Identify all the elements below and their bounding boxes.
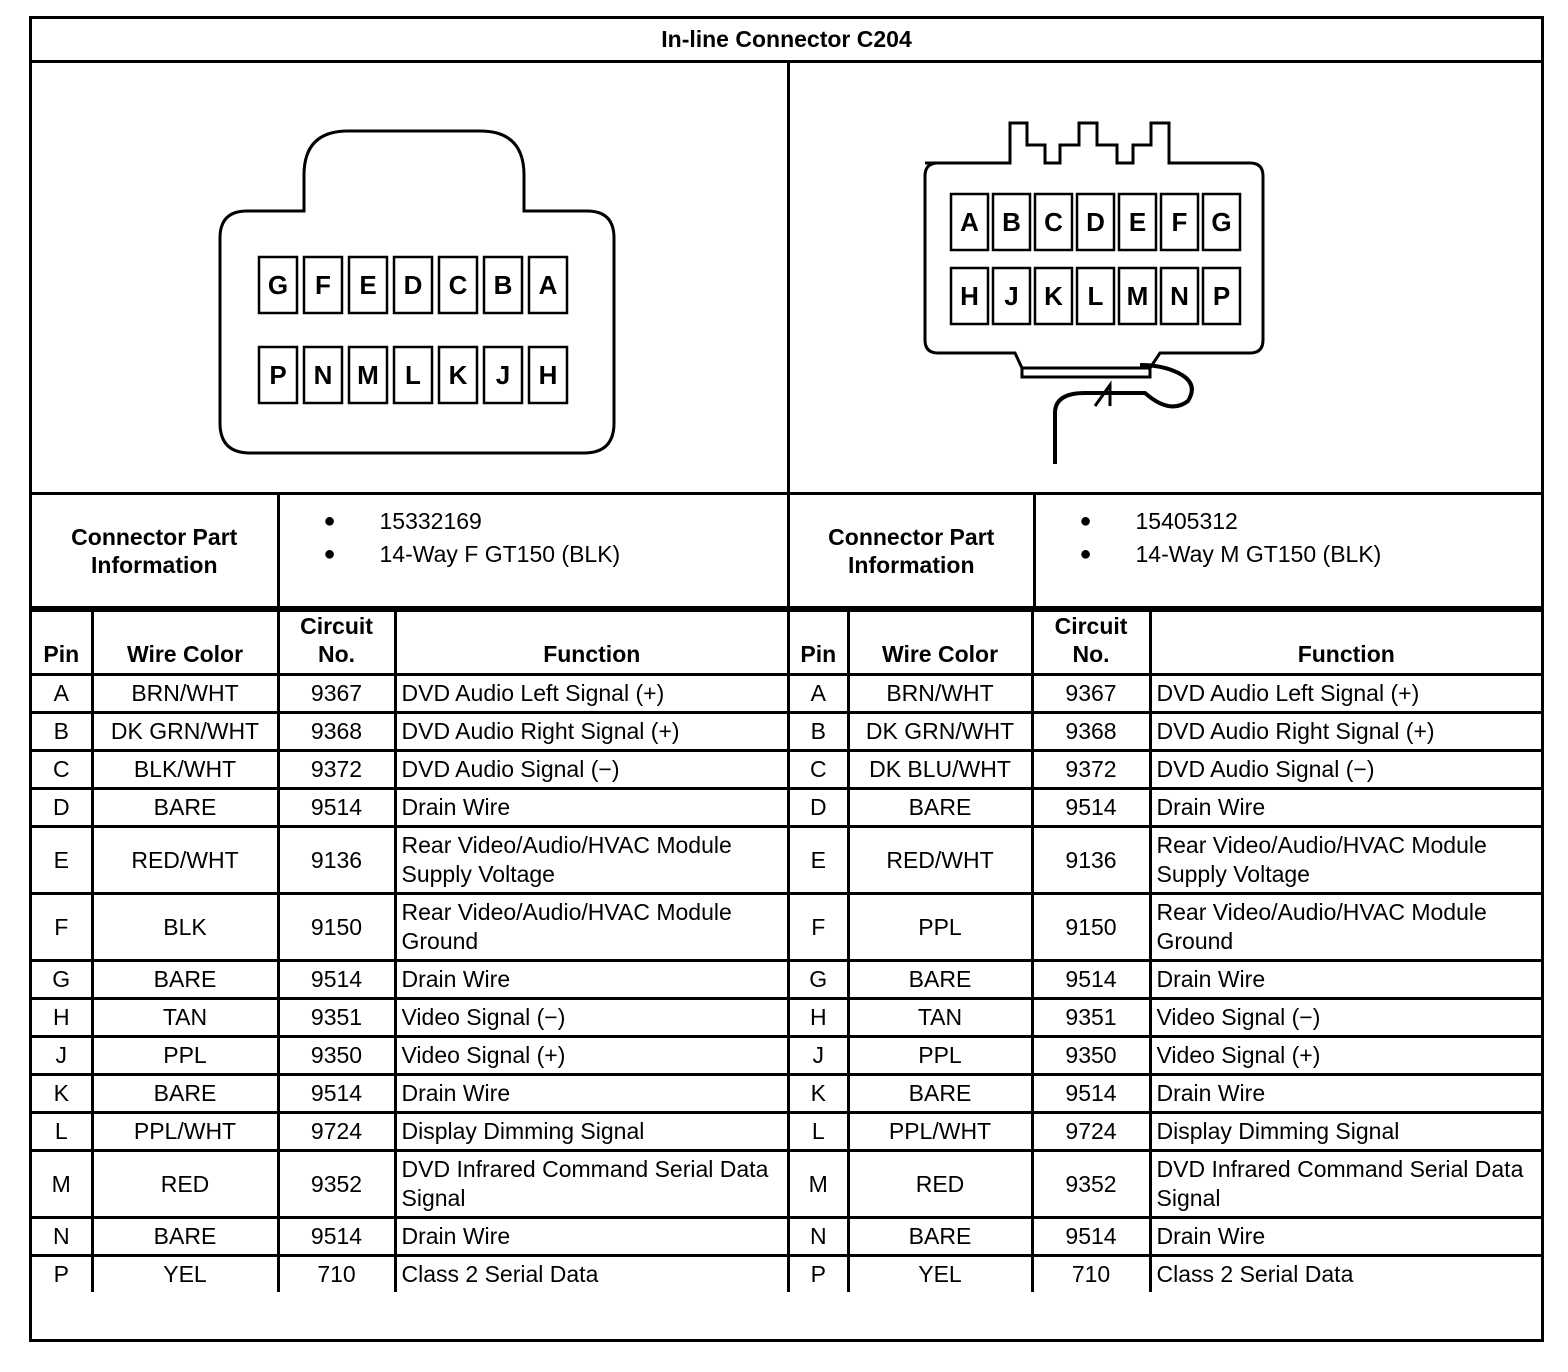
- pin-label: A: [960, 207, 979, 237]
- wire-lead: [1055, 365, 1192, 464]
- part-list: [1034, 494, 1541, 608]
- wire-color-cell: PPL: [848, 894, 1032, 961]
- wire-color-cell: BLK/WHT: [92, 751, 278, 789]
- wire-color-cell: PPL/WHT: [848, 1113, 1032, 1151]
- wire-color-cell: TAN: [848, 999, 1032, 1037]
- right-connector-diagram: [790, 63, 1541, 492]
- table-row: [790, 751, 1541, 789]
- pin-cell: J: [790, 1037, 848, 1075]
- pin-cell: D: [790, 789, 848, 827]
- circuit-cell: 710: [1032, 1256, 1150, 1293]
- pin-cell: A: [790, 675, 848, 713]
- circuit-cell: 9514: [278, 789, 395, 827]
- function-cell: Rear Video/Audio/HVAC Module Ground: [395, 894, 789, 961]
- pin-label: D: [403, 270, 423, 300]
- part-info-label: [32, 494, 278, 608]
- part-description: 14-Way F GT150 (BLK): [379, 541, 621, 567]
- table-row: [790, 1075, 1541, 1113]
- pin-cell: L: [32, 1113, 92, 1151]
- bullet-icon: ●: [1079, 510, 1092, 532]
- circuit-cell: 9136: [1032, 827, 1150, 894]
- wire-color-cell: BARE: [848, 961, 1032, 999]
- pin-cell: N: [790, 1218, 848, 1256]
- label-line: Information: [91, 551, 218, 578]
- circuit-cell: 9150: [278, 894, 395, 961]
- pin-label: D: [1086, 207, 1105, 237]
- circuit-cell: 9368: [1032, 713, 1150, 751]
- circuit-cell: 9514: [1032, 1218, 1150, 1256]
- header-pin: Pin: [32, 611, 92, 675]
- pin-label: M: [1126, 281, 1149, 311]
- latch-detail: [1095, 385, 1110, 406]
- wire-color-cell: BRN/WHT: [848, 675, 1032, 713]
- table-row: [790, 961, 1541, 999]
- circuit-cell: 9514: [1032, 961, 1150, 999]
- table-row: [790, 789, 1541, 827]
- part-list: [278, 494, 789, 608]
- pin-label: K: [448, 360, 468, 390]
- circuit-cell: 9150: [1032, 894, 1150, 961]
- pin-label: G: [1211, 207, 1232, 237]
- header-circuit: Circuit No.: [278, 611, 395, 675]
- part-item: [280, 538, 788, 571]
- table-row: [790, 1151, 1541, 1218]
- circuit-cell: 9350: [1032, 1037, 1150, 1075]
- table-row: [32, 827, 789, 894]
- function-cell: Drain Wire: [1150, 1218, 1541, 1256]
- pin-cell: C: [790, 751, 848, 789]
- circuit-cell: 9352: [1032, 1151, 1150, 1218]
- wire-color-cell: BARE: [848, 1075, 1032, 1113]
- function-cell: Rear Video/Audio/HVAC Module Supply Voltage: [1150, 827, 1541, 894]
- circuit-cell: 9351: [278, 999, 395, 1037]
- wire-color-cell: BARE: [92, 1075, 278, 1113]
- function-cell: DVD Audio Signal (−): [395, 751, 789, 789]
- wire-color-cell: BARE: [92, 961, 278, 999]
- pin-label: H: [538, 360, 558, 390]
- pin-cell: P: [790, 1256, 848, 1293]
- function-cell: Drain Wire: [1150, 961, 1541, 999]
- pin-cell: D: [32, 789, 92, 827]
- pin-label: J: [495, 360, 511, 390]
- table-row: [32, 1151, 789, 1218]
- function-cell: DVD Audio Right Signal (+): [1150, 713, 1541, 751]
- circuit-cell: 9514: [278, 961, 395, 999]
- label-line: Connector Part: [828, 523, 995, 550]
- header-function: Function: [395, 611, 789, 675]
- function-cell: DVD Audio Left Signal (+): [395, 675, 789, 713]
- function-cell: DVD Infrared Command Serial Data Signal: [1150, 1151, 1541, 1218]
- function-cell: DVD Audio Left Signal (+): [1150, 675, 1541, 713]
- bullet-icon: ●: [323, 510, 336, 532]
- table-row: [32, 894, 789, 961]
- circuit-cell: 9724: [278, 1113, 395, 1151]
- female-connector-face: [32, 63, 787, 492]
- table-row: [790, 675, 1541, 713]
- pin-label: P: [269, 360, 287, 390]
- function-cell: Drain Wire: [395, 1218, 789, 1256]
- circuit-cell: 9372: [278, 751, 395, 789]
- circuit-cell: 9352: [278, 1151, 395, 1218]
- pin-label: F: [315, 270, 331, 300]
- wire-color-cell: BLK: [92, 894, 278, 961]
- table-row: [790, 1113, 1541, 1151]
- pin-cell: H: [790, 999, 848, 1037]
- part-item: [280, 505, 788, 538]
- wire-color-cell: YEL: [92, 1256, 278, 1293]
- circuit-cell: 9514: [1032, 1075, 1150, 1113]
- pin-label: G: [267, 270, 289, 300]
- pin-label: E: [359, 270, 377, 300]
- right-part-info: [790, 492, 1541, 609]
- page-title: In-line Connector C204: [32, 19, 1541, 63]
- pin-cell: M: [32, 1151, 92, 1218]
- right-pin-table: [790, 609, 1541, 1292]
- function-cell: Rear Video/Audio/HVAC Module Ground: [1150, 894, 1541, 961]
- wire-color-cell: BARE: [92, 1218, 278, 1256]
- table-row: [790, 713, 1541, 751]
- circuit-cell: 9367: [1032, 675, 1150, 713]
- left-part-info: [32, 492, 790, 609]
- circuit-cell: 710: [278, 1256, 395, 1293]
- pin-label: C: [1044, 207, 1063, 237]
- pin-label: B: [493, 270, 513, 300]
- pin-cell: L: [790, 1113, 848, 1151]
- pin-label: H: [960, 281, 979, 311]
- pin-label: F: [1171, 207, 1188, 237]
- part-item: [1036, 538, 1542, 571]
- pin-cell: A: [32, 675, 92, 713]
- pin-cell: C: [32, 751, 92, 789]
- pin-label: A: [538, 270, 558, 300]
- table-row: [790, 1256, 1541, 1293]
- wire-color-cell: BARE: [92, 789, 278, 827]
- function-cell: DVD Audio Signal (−): [1150, 751, 1541, 789]
- connector-sheet: [29, 16, 1544, 1342]
- part-description: 14-Way M GT150 (BLK): [1135, 541, 1382, 567]
- circuit-cell: 9514: [1032, 789, 1150, 827]
- wire-color-cell: RED: [848, 1151, 1032, 1218]
- male-connector-face: [790, 63, 1541, 492]
- pin-cell: M: [790, 1151, 848, 1218]
- function-cell: DVD Infrared Command Serial Data Signal: [395, 1151, 789, 1218]
- pin-label: P: [1212, 281, 1231, 311]
- pin-cell: B: [790, 713, 848, 751]
- part-number: 15332169: [379, 508, 482, 534]
- wire-color-cell: BRN/WHT: [92, 675, 278, 713]
- table-row: [32, 1113, 789, 1151]
- table-row: [790, 999, 1541, 1037]
- function-cell: Display Dimming Signal: [395, 1113, 789, 1151]
- pin-label: B: [1002, 207, 1021, 237]
- circuit-cell: 9351: [1032, 999, 1150, 1037]
- table-row: [32, 789, 789, 827]
- pin-label: K: [1044, 281, 1063, 311]
- wire-color-cell: TAN: [92, 999, 278, 1037]
- header-function: Function: [1150, 611, 1541, 675]
- circuit-cell: 9724: [1032, 1113, 1150, 1151]
- pin-label: C: [448, 270, 468, 300]
- pin-cell: K: [790, 1075, 848, 1113]
- left-connector-diagram: [32, 63, 790, 492]
- table-row: [32, 999, 789, 1037]
- function-cell: Video Signal (+): [395, 1037, 789, 1075]
- pin-cell: E: [790, 827, 848, 894]
- pin-cell: N: [32, 1218, 92, 1256]
- pin-label: N: [313, 360, 333, 390]
- circuit-cell: 9350: [278, 1037, 395, 1075]
- table-row: [790, 827, 1541, 894]
- pin-label: L: [1087, 281, 1104, 311]
- function-cell: Drain Wire: [1150, 1075, 1541, 1113]
- pin-cell: J: [32, 1037, 92, 1075]
- table-row: [32, 1218, 789, 1256]
- bullet-icon: ●: [1079, 543, 1092, 565]
- header-circuit: Circuit No.: [1032, 611, 1150, 675]
- table-row: [32, 713, 789, 751]
- wire-color-cell: DK GRN/WHT: [848, 713, 1032, 751]
- table-row: [790, 1218, 1541, 1256]
- label-line: Connector Part: [71, 523, 238, 550]
- function-cell: Class 2 Serial Data: [1150, 1256, 1541, 1293]
- pin-cell: P: [32, 1256, 92, 1293]
- circuit-cell: 9368: [278, 713, 395, 751]
- wire-color-cell: RED/WHT: [848, 827, 1032, 894]
- wire-color-cell: BARE: [848, 1218, 1032, 1256]
- function-cell: DVD Audio Right Signal (+): [395, 713, 789, 751]
- pin-label: J: [1004, 281, 1019, 311]
- table-row: [32, 675, 789, 713]
- function-cell: Video Signal (+): [1150, 1037, 1541, 1075]
- header-wire-color: Wire Color: [92, 611, 278, 675]
- function-cell: Video Signal (−): [1150, 999, 1541, 1037]
- circuit-cell: 9367: [278, 675, 395, 713]
- header-wire-color: Wire Color: [848, 611, 1032, 675]
- bullet-icon: ●: [323, 543, 336, 565]
- wire-color-cell: BARE: [848, 789, 1032, 827]
- function-cell: Rear Video/Audio/HVAC Module Supply Voltage: [395, 827, 789, 894]
- wire-color-cell: PPL/WHT: [92, 1113, 278, 1151]
- table-row: [32, 751, 789, 789]
- table-row: [32, 1256, 789, 1293]
- header-pin: Pin: [790, 611, 848, 675]
- wire-color-cell: PPL: [92, 1037, 278, 1075]
- circuit-cell: 9514: [278, 1218, 395, 1256]
- part-info-label: [790, 494, 1034, 608]
- left-pin-table: [32, 609, 790, 1292]
- pin-cell: F: [32, 894, 92, 961]
- function-cell: Class 2 Serial Data: [395, 1256, 789, 1293]
- table-row: [32, 1037, 789, 1075]
- wire-color-cell: DK BLU/WHT: [848, 751, 1032, 789]
- table-row: [790, 1037, 1541, 1075]
- function-cell: Drain Wire: [395, 1075, 789, 1113]
- table-row: [32, 1075, 789, 1113]
- function-cell: Drain Wire: [395, 961, 789, 999]
- function-cell: Drain Wire: [1150, 789, 1541, 827]
- table-row: [790, 894, 1541, 961]
- wire-color-cell: RED/WHT: [92, 827, 278, 894]
- pin-cell: B: [32, 713, 92, 751]
- wire-color-cell: PPL: [848, 1037, 1032, 1075]
- wire-color-cell: RED: [92, 1151, 278, 1218]
- function-cell: Video Signal (−): [395, 999, 789, 1037]
- wire-color-cell: DK GRN/WHT: [92, 713, 278, 751]
- part-item: [1036, 505, 1542, 538]
- pin-label: N: [1170, 281, 1189, 311]
- table-row: [32, 961, 789, 999]
- connector-housing-outline: [925, 123, 1263, 368]
- pin-label: E: [1128, 207, 1147, 237]
- pin-label: L: [405, 360, 421, 390]
- wire-color-cell: YEL: [848, 1256, 1032, 1293]
- circuit-cell: 9514: [278, 1075, 395, 1113]
- pin-cell: G: [790, 961, 848, 999]
- pin-cell: K: [32, 1075, 92, 1113]
- pin-cell: G: [32, 961, 92, 999]
- pin-cell: E: [32, 827, 92, 894]
- circuit-cell: 9136: [278, 827, 395, 894]
- part-number: 15405312: [1135, 508, 1238, 534]
- pin-cell: F: [790, 894, 848, 961]
- label-line: Information: [848, 551, 975, 578]
- pin-cell: H: [32, 999, 92, 1037]
- circuit-cell: 9372: [1032, 751, 1150, 789]
- pin-label: M: [357, 360, 379, 390]
- function-cell: Display Dimming Signal: [1150, 1113, 1541, 1151]
- function-cell: Drain Wire: [395, 789, 789, 827]
